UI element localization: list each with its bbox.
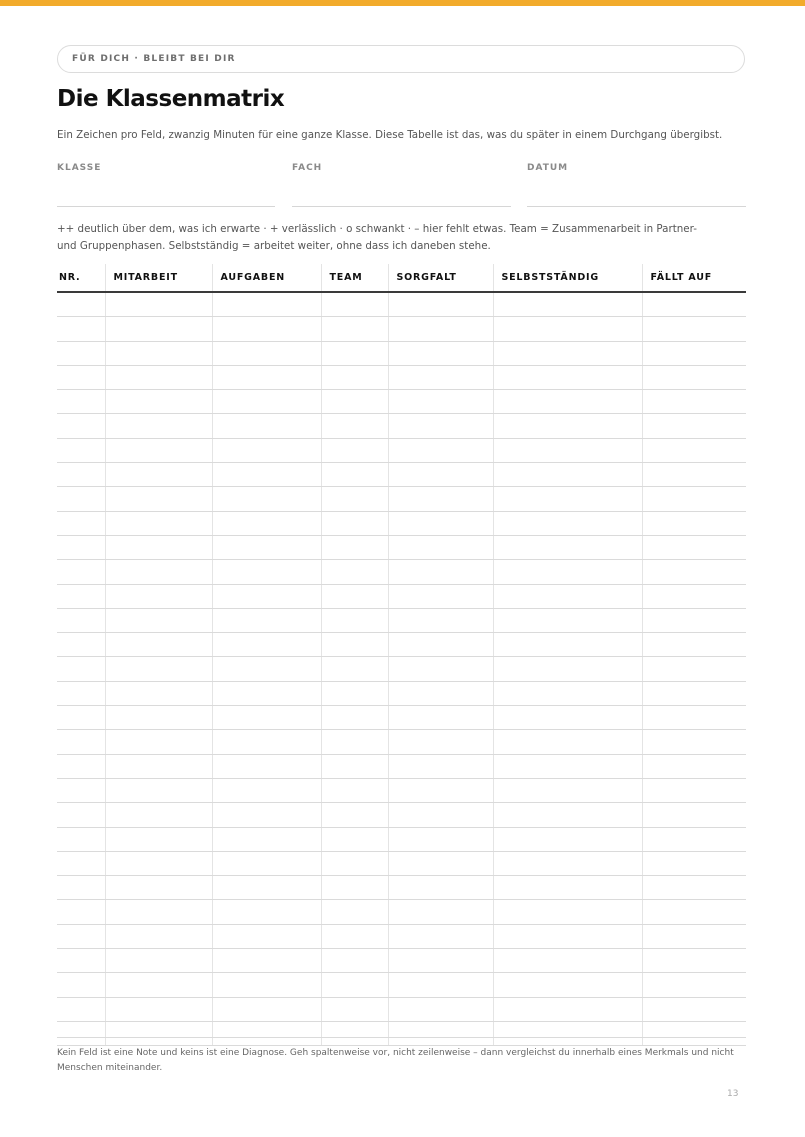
- table-cell[interactable]: [388, 463, 493, 487]
- table-cell[interactable]: [57, 608, 105, 632]
- table-cell[interactable]: [493, 414, 642, 438]
- table-cell[interactable]: [321, 487, 388, 511]
- table-cell[interactable]: [212, 341, 321, 365]
- table-cell[interactable]: [642, 317, 746, 341]
- table-cell[interactable]: [212, 754, 321, 778]
- table-cell[interactable]: [388, 876, 493, 900]
- table-cell[interactable]: [105, 608, 212, 632]
- table-cell[interactable]: [321, 997, 388, 1021]
- table-cell[interactable]: [105, 681, 212, 705]
- table-cell[interactable]: [642, 292, 746, 317]
- table-cell[interactable]: [212, 730, 321, 754]
- table-cell[interactable]: [212, 584, 321, 608]
- table-row: [57, 924, 746, 948]
- table-cell[interactable]: [57, 973, 105, 997]
- fach-field[interactable]: [292, 163, 511, 207]
- table-cell[interactable]: [105, 754, 212, 778]
- table-cell[interactable]: [57, 633, 105, 657]
- table-cell[interactable]: [321, 414, 388, 438]
- table-cell[interactable]: [212, 900, 321, 924]
- table-cell[interactable]: [321, 535, 388, 559]
- table-cell[interactable]: [321, 511, 388, 535]
- table-cell[interactable]: [642, 900, 746, 924]
- table-row: [57, 803, 746, 827]
- table-cell[interactable]: [57, 730, 105, 754]
- table-cell[interactable]: [57, 876, 105, 900]
- table-cell[interactable]: [212, 317, 321, 341]
- table-row: [57, 633, 746, 657]
- table-cell[interactable]: [57, 1021, 105, 1045]
- table-row: [57, 973, 746, 997]
- column-header-aufgaben: AUFGABEN: [212, 264, 321, 292]
- table-cell[interactable]: [642, 1021, 746, 1045]
- table-cell[interactable]: [57, 584, 105, 608]
- table-row: [57, 706, 746, 730]
- table-cell[interactable]: [493, 851, 642, 875]
- column-header-team: TEAM: [321, 264, 388, 292]
- table-cell[interactable]: [493, 317, 642, 341]
- table-cell[interactable]: [388, 949, 493, 973]
- table-cell[interactable]: [212, 390, 321, 414]
- table-row: [57, 851, 746, 875]
- table-cell[interactable]: [642, 706, 746, 730]
- fach-label: FACH: [292, 163, 323, 173]
- table-row: [57, 997, 746, 1021]
- table-cell[interactable]: [105, 584, 212, 608]
- table-cell[interactable]: [642, 778, 746, 802]
- table-row: [57, 608, 746, 632]
- table-cell[interactable]: [57, 657, 105, 681]
- table-cell[interactable]: [388, 414, 493, 438]
- table-cell[interactable]: [642, 827, 746, 851]
- table-cell[interactable]: [321, 924, 388, 948]
- table-row: [57, 560, 746, 584]
- table-cell[interactable]: [388, 608, 493, 632]
- table-cell[interactable]: [642, 973, 746, 997]
- table-cell[interactable]: [212, 876, 321, 900]
- table-cell[interactable]: [57, 681, 105, 705]
- column-header-faellt-auf: FÄLLT AUF: [642, 264, 746, 292]
- table-row: [57, 730, 746, 754]
- table-cell[interactable]: [105, 438, 212, 462]
- table-cell[interactable]: [212, 657, 321, 681]
- table-cell[interactable]: [321, 341, 388, 365]
- table-cell[interactable]: [105, 341, 212, 365]
- table-cell[interactable]: [57, 827, 105, 851]
- table-cell[interactable]: [105, 365, 212, 389]
- table-cell[interactable]: [642, 608, 746, 632]
- table-row: [57, 487, 746, 511]
- table-cell[interactable]: [642, 633, 746, 657]
- table-row: [57, 584, 746, 608]
- table-row: [57, 390, 746, 414]
- table-cell[interactable]: [493, 633, 642, 657]
- class-matrix-table: [57, 264, 746, 1046]
- table-cell[interactable]: [642, 876, 746, 900]
- table-cell[interactable]: [321, 876, 388, 900]
- table-cell[interactable]: [321, 949, 388, 973]
- table-cell[interactable]: [388, 730, 493, 754]
- accent-bar: [0, 0, 805, 6]
- table-cell[interactable]: [321, 803, 388, 827]
- eyebrow-badge: FÜR DICH · BLEIBT BEI DIR: [57, 45, 745, 73]
- klasse-label: KLASSE: [57, 163, 102, 173]
- table-cell[interactable]: [388, 584, 493, 608]
- table-cell[interactable]: [212, 924, 321, 948]
- table-cell[interactable]: [493, 900, 642, 924]
- table-cell[interactable]: [57, 803, 105, 827]
- table-cell[interactable]: [388, 341, 493, 365]
- intro-text: Ein Zeichen pro Feld, zwanzig Minuten für eine ganze Klasse. Diese Tabelle ist das, was du später in einem Durchgang übergibst.: [57, 129, 723, 141]
- table-cell[interactable]: [321, 730, 388, 754]
- table-cell[interactable]: [57, 438, 105, 462]
- table-cell[interactable]: [105, 633, 212, 657]
- table-cell[interactable]: [105, 657, 212, 681]
- table-cell[interactable]: [212, 608, 321, 632]
- table-cell[interactable]: [493, 487, 642, 511]
- table-cell[interactable]: [105, 487, 212, 511]
- table-cell[interactable]: [57, 778, 105, 802]
- table-cell[interactable]: [57, 997, 105, 1021]
- table-cell[interactable]: [642, 535, 746, 559]
- table-cell[interactable]: [493, 973, 642, 997]
- page-title: Die Klassenmatrix: [57, 86, 285, 112]
- table-cell[interactable]: [493, 778, 642, 802]
- table-cell[interactable]: [493, 584, 642, 608]
- table-cell[interactable]: [321, 754, 388, 778]
- table-cell[interactable]: [388, 827, 493, 851]
- table-row: [57, 681, 746, 705]
- table-cell[interactable]: [321, 584, 388, 608]
- table-cell[interactable]: [493, 803, 642, 827]
- table-cell[interactable]: [493, 657, 642, 681]
- table-cell[interactable]: [57, 511, 105, 535]
- table-cell[interactable]: [493, 1021, 642, 1045]
- table-cell[interactable]: [105, 706, 212, 730]
- table-cell[interactable]: [642, 949, 746, 973]
- table-cell[interactable]: [212, 851, 321, 875]
- table-cell[interactable]: [105, 876, 212, 900]
- table-cell[interactable]: [388, 706, 493, 730]
- table-cell[interactable]: [57, 535, 105, 559]
- table-cell[interactable]: [493, 560, 642, 584]
- table-cell[interactable]: [321, 900, 388, 924]
- table-cell[interactable]: [212, 414, 321, 438]
- table-cell[interactable]: [321, 633, 388, 657]
- table-cell[interactable]: [57, 317, 105, 341]
- table-cell[interactable]: [321, 973, 388, 997]
- datum-field[interactable]: [527, 163, 746, 207]
- legend-text: ++ deutlich über dem, was ich erwarte · + verlässlich · o schwankt · – hier fehlt etwas. Team = Zusammenarbeit in Partner- und Gruppenphasen. Selbstständig = arbeitet weiter, ohne dass ich daneben stehe.: [57, 223, 697, 252]
- table-cell[interactable]: [105, 535, 212, 559]
- table-cell[interactable]: [388, 535, 493, 559]
- table-cell[interactable]: [57, 463, 105, 487]
- table-cell[interactable]: [388, 487, 493, 511]
- table-cell[interactable]: [493, 365, 642, 389]
- table-cell[interactable]: [212, 560, 321, 584]
- table-cell[interactable]: [388, 365, 493, 389]
- table-cell[interactable]: [388, 292, 493, 317]
- table-cell[interactable]: [105, 511, 212, 535]
- table-cell[interactable]: [642, 924, 746, 948]
- table-row: [57, 1021, 746, 1045]
- table-cell[interactable]: [105, 803, 212, 827]
- table-cell[interactable]: [321, 706, 388, 730]
- table-header-row: [57, 264, 746, 292]
- table-cell[interactable]: [321, 608, 388, 632]
- table-cell[interactable]: [57, 365, 105, 389]
- table-cell[interactable]: [388, 560, 493, 584]
- table-cell[interactable]: [493, 292, 642, 317]
- table-cell[interactable]: [212, 633, 321, 657]
- table-cell[interactable]: [57, 414, 105, 438]
- table-cell[interactable]: [321, 1021, 388, 1045]
- table-cell[interactable]: [388, 754, 493, 778]
- table-cell[interactable]: [105, 827, 212, 851]
- table-cell[interactable]: [388, 1021, 493, 1045]
- table-cell[interactable]: [321, 657, 388, 681]
- footnote: Kein Feld ist eine Note und keins ist eine Diagnose. Geh spaltenweise vor, nicht zeilenweise – dann vergleichst du innerhalb eines Merkmals und nicht Menschen miteinander.: [57, 1048, 734, 1073]
- table-row: [57, 438, 746, 462]
- column-header-sorgfalt: SORGFALT: [388, 264, 493, 292]
- table-cell[interactable]: [642, 681, 746, 705]
- table-cell[interactable]: [642, 365, 746, 389]
- divider: [57, 1037, 746, 1038]
- table-cell[interactable]: [321, 365, 388, 389]
- table-cell[interactable]: [105, 463, 212, 487]
- table-cell[interactable]: [212, 1021, 321, 1045]
- page-number: 13: [727, 1089, 739, 1099]
- table-cell[interactable]: [388, 317, 493, 341]
- table-cell[interactable]: [57, 341, 105, 365]
- table-cell[interactable]: [321, 292, 388, 317]
- table-cell[interactable]: [493, 438, 642, 462]
- table-cell[interactable]: [642, 438, 746, 462]
- table-cell[interactable]: [321, 851, 388, 875]
- table-cell[interactable]: [388, 924, 493, 948]
- table-cell[interactable]: [57, 487, 105, 511]
- table-cell[interactable]: [493, 876, 642, 900]
- table-cell[interactable]: [642, 414, 746, 438]
- table-row: [57, 463, 746, 487]
- table-body: [57, 292, 746, 1046]
- table-cell[interactable]: [105, 317, 212, 341]
- table-cell[interactable]: [388, 778, 493, 802]
- table-cell[interactable]: [212, 292, 321, 317]
- table-cell[interactable]: [388, 851, 493, 875]
- table-cell[interactable]: [493, 949, 642, 973]
- table-cell[interactable]: [321, 827, 388, 851]
- table-row: [57, 341, 746, 365]
- table-cell[interactable]: [321, 681, 388, 705]
- table-cell[interactable]: [105, 390, 212, 414]
- table-cell[interactable]: [105, 851, 212, 875]
- table-cell[interactable]: [642, 511, 746, 535]
- table-cell[interactable]: [212, 706, 321, 730]
- table-cell[interactable]: [493, 754, 642, 778]
- klasse-field[interactable]: [57, 163, 275, 207]
- table-cell[interactable]: [57, 706, 105, 730]
- table-cell[interactable]: [105, 560, 212, 584]
- table-cell[interactable]: [642, 803, 746, 827]
- table-row: [57, 535, 746, 559]
- table-cell[interactable]: [57, 851, 105, 875]
- table-cell[interactable]: [388, 633, 493, 657]
- table-cell[interactable]: [388, 657, 493, 681]
- table-cell[interactable]: [212, 803, 321, 827]
- table-cell[interactable]: [388, 997, 493, 1021]
- table-cell[interactable]: [388, 803, 493, 827]
- column-header-nr: NR.: [57, 264, 105, 292]
- table-row: [57, 292, 746, 317]
- table-cell[interactable]: [642, 997, 746, 1021]
- table-cell[interactable]: [642, 560, 746, 584]
- table-cell[interactable]: [493, 511, 642, 535]
- table-cell[interactable]: [493, 706, 642, 730]
- table-cell[interactable]: [493, 608, 642, 632]
- table-row: [57, 414, 746, 438]
- table-row: [57, 511, 746, 535]
- table-cell[interactable]: [642, 754, 746, 778]
- table-cell[interactable]: [388, 973, 493, 997]
- table-cell[interactable]: [321, 463, 388, 487]
- table-cell[interactable]: [212, 827, 321, 851]
- table-cell[interactable]: [57, 560, 105, 584]
- table-cell[interactable]: [321, 390, 388, 414]
- table-cell[interactable]: [388, 681, 493, 705]
- table-cell[interactable]: [642, 487, 746, 511]
- table-row: [57, 900, 746, 924]
- table-cell[interactable]: [321, 778, 388, 802]
- table-cell[interactable]: [388, 900, 493, 924]
- table-cell[interactable]: [105, 730, 212, 754]
- table-cell[interactable]: [212, 438, 321, 462]
- table-cell[interactable]: [642, 341, 746, 365]
- table-cell[interactable]: [493, 827, 642, 851]
- table-cell[interactable]: [642, 851, 746, 875]
- table-cell[interactable]: [57, 754, 105, 778]
- table-cell[interactable]: [388, 511, 493, 535]
- table-cell[interactable]: [212, 997, 321, 1021]
- table-cell[interactable]: [212, 535, 321, 559]
- table-cell[interactable]: [642, 463, 746, 487]
- table-cell[interactable]: [321, 438, 388, 462]
- table-cell[interactable]: [105, 924, 212, 948]
- table-cell[interactable]: [388, 438, 493, 462]
- table-cell[interactable]: [57, 900, 105, 924]
- table-cell[interactable]: [105, 292, 212, 317]
- table-cell[interactable]: [105, 414, 212, 438]
- column-header-mitarbeit: MITARBEIT: [105, 264, 212, 292]
- column-header-selbststaendig: SELBSTSTÄNDIG: [493, 264, 642, 292]
- table-cell[interactable]: [105, 778, 212, 802]
- table-row: [57, 876, 746, 900]
- table-row: [57, 754, 746, 778]
- table-cell[interactable]: [642, 584, 746, 608]
- table-cell[interactable]: [493, 535, 642, 559]
- table-cell[interactable]: [493, 730, 642, 754]
- table-row: [57, 827, 746, 851]
- table-cell[interactable]: [212, 949, 321, 973]
- table-cell[interactable]: [493, 997, 642, 1021]
- table-cell[interactable]: [493, 341, 642, 365]
- table-row: [57, 657, 746, 681]
- table-cell[interactable]: [493, 463, 642, 487]
- table-cell[interactable]: [105, 997, 212, 1021]
- table-cell[interactable]: [388, 390, 493, 414]
- table-cell[interactable]: [493, 390, 642, 414]
- table-row: [57, 778, 746, 802]
- table-cell[interactable]: [642, 730, 746, 754]
- table-cell[interactable]: [105, 900, 212, 924]
- table-cell[interactable]: [321, 560, 388, 584]
- table-cell[interactable]: [212, 463, 321, 487]
- table-cell[interactable]: [105, 973, 212, 997]
- datum-label: DATUM: [527, 163, 569, 173]
- table-cell[interactable]: [105, 949, 212, 973]
- table-cell[interactable]: [642, 657, 746, 681]
- table-row: [57, 365, 746, 389]
- table-cell[interactable]: [57, 292, 105, 317]
- table-cell[interactable]: [212, 365, 321, 389]
- table-cell[interactable]: [105, 1021, 212, 1045]
- table-cell[interactable]: [212, 973, 321, 997]
- table-cell[interactable]: [57, 949, 105, 973]
- table-cell[interactable]: [212, 511, 321, 535]
- table-cell[interactable]: [212, 681, 321, 705]
- table-cell[interactable]: [321, 317, 388, 341]
- table-cell[interactable]: [493, 924, 642, 948]
- table-row: [57, 317, 746, 341]
- table-cell[interactable]: [642, 390, 746, 414]
- table-cell[interactable]: [493, 681, 642, 705]
- table-cell[interactable]: [212, 778, 321, 802]
- table-row: [57, 949, 746, 973]
- table-cell[interactable]: [57, 924, 105, 948]
- table-cell[interactable]: [57, 390, 105, 414]
- table-cell[interactable]: [212, 487, 321, 511]
